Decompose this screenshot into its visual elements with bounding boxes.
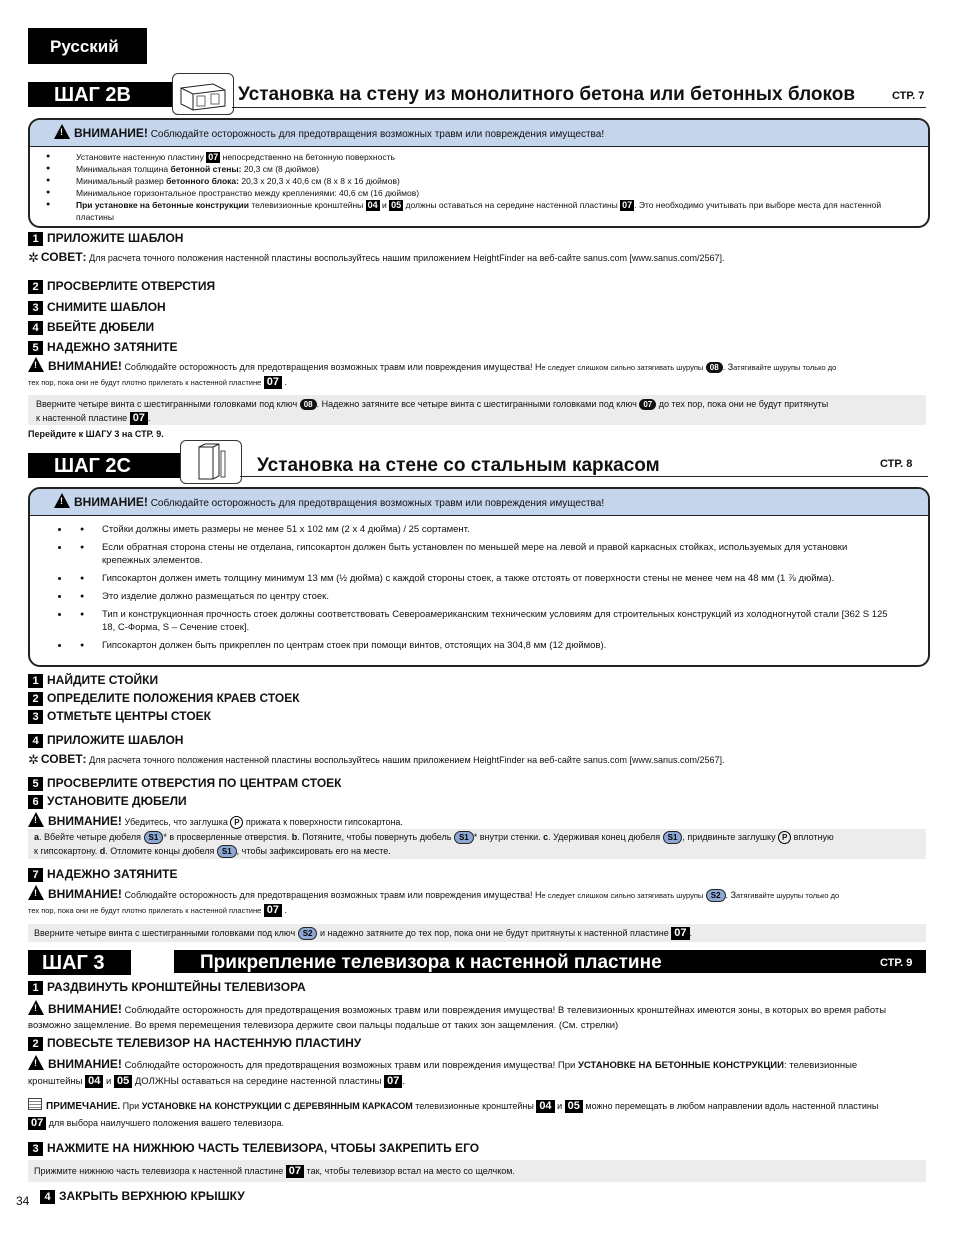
warning-triangle-icon: [54, 493, 70, 508]
step-2c-tip: ✲ СОВЕТ: Для расчета точного положения настенной пластины воспользуйтесь нашим приложением HeightFinder на веб-сайте sanus.com [www.sanus.com/2567].: [28, 752, 725, 767]
step-3-warning-2: !ВНИМАНИЕ! Соблюдайте осторожность для предотвращения возможных травм или повреждения имущества! При УСТАНОВКЕ НА БЕТОННЫЕ КОНСТРУКЦИИ: телевизионные кронштейны 04 и 05 ДОЛЖНЫ оставаться на середине настенной пластины 07 .: [28, 1055, 926, 1090]
step-2c-warning-7: !ВНИМАНИЕ! Соблюдайте осторожность для предотвращения возможных травм или повреждения имущества! Не следует слишком сильно затягивать шурупы S2 . Затягивайте шурупы только до тех пор, пока они не будут плотно прилегать к настенной пластине 07 .: [28, 885, 926, 918]
step-2c-pageref: СТР. 8: [880, 458, 913, 470]
step-3-warning-1: !ВНИМАНИЕ! Соблюдайте осторожность для предотвращения возможных травм или повреждения имущества! В телевизионных кронштейнах имеются зоны, в которых во время работы возможно защемление. Во время перемещения телевизора держите свои пальцы подальше от таких зон защемления. (См. стрелки): [28, 1000, 926, 1033]
step-2b-note: Вверните четыре винта с шестигранными головками под ключ 08 . Надежно затяните все четыре винта с шестигранными головками под ключ 07 до тех пор, пока они не будут притянуты к настенной пластине 07 .: [28, 395, 926, 425]
step-3-substep-3: 3 НАЖМИТЕ НА НИЖНЮЮ ЧАСТЬ ТЕЛЕВИЗОРА, ЧТОБЫ ЗАКРЕПИТЬ ЕГО: [28, 1140, 479, 1156]
step-2b-warning-bar: [30, 120, 928, 147]
step-2b-pageref: СТР. 7: [892, 90, 925, 102]
list-item: ● Минимальный размер бетонного блока: 20,3 x 20,3 x 40,6 см (8 x 8 x 16 дюймов): [30, 175, 912, 187]
warning-triangle-icon: [28, 812, 44, 827]
step-2b-label: ШАГ 2B: [28, 82, 176, 107]
steel-stud-icon: [180, 440, 242, 484]
list-item: ● Установите настенную пластину 07 непосредственно на бетонную поверхность: [30, 151, 912, 163]
step-2c-note-6: а. Вбейте четыре дюбеля S1 * в просверленные отверстия. b. Потяните, чтобы повернуть дюбель S1 * внутри стенки. c. Удерживая конец дюбеля S1 , придвиньте заглушку P вплотную к гипсокартону. d. Отломите концы дюбеля S1 , чтобы зафиксировать его на месте.: [28, 829, 926, 859]
note-icon: [28, 1098, 42, 1110]
step-2b-goto: Перейдите к ШАГУ 3 на СТР. 9.: [28, 429, 164, 439]
step-2b-rule: [232, 107, 926, 108]
list-item: ● • Тип и конструкционная прочность стоек должны соответствовать Североамериканским техническим условиям для строительных конструкций из холодногнутой стали [362 S 125 18, С-Форма, S – Сечение стоек].: [70, 608, 898, 634]
concrete-block-icon: [172, 73, 234, 115]
list-item: ● Минимальное горизонтальное пространство между креплениями: 40,6 см (16 дюймов): [30, 187, 912, 199]
step-2b-warning-2: !ВНИМАНИЕ! Соблюдайте осторожность для предотвращения возможных травм или повреждения имущества! Не следует слишком сильно затягивать шурупы 08 . Затягивайте шурупы только до тех пор, пока они не будут плотно прилегать к настенной пластине 07 .: [28, 357, 926, 390]
step-2c-title: Установка на стене со стальным каркасом: [257, 455, 660, 476]
step-2c-substep-2: 2 ОПРЕДЕЛИТЕ ПОЛОЖЕНИЯ КРАЕВ СТОЕК: [28, 690, 300, 706]
warning-triangle-icon: [28, 357, 44, 372]
step-3-pageref: СТР. 9: [880, 957, 913, 969]
list-item: ● • Гипсокартон должен иметь толщину минимум 13 мм (½ дюйма) с каждой стороны стоек, а также отстоять от поверхности стены не менее чем на 48 мм (1 ⅞ дюйма).: [70, 572, 898, 585]
warning-triangle-icon: [54, 124, 70, 139]
step-2c-warning-bar: !ВНИМАНИЕ! Соблюдайте осторожность для предотвращения возможных травм или повреждения имущества!: [30, 489, 928, 516]
step-2b-substep-3: 3 СНИМИТЕ ШАБЛОН: [28, 299, 166, 315]
step-2c-bullets: [30, 523, 928, 652]
step-2b-substep-5: 5 НАДЕЖНО ЗАТЯНИТЕ: [28, 339, 178, 355]
step-2c-substep-1: 1 НАЙДИТЕ СТОЙКИ: [28, 672, 158, 688]
list-item: ● • Стойки должны иметь размеры не менее 51 x 102 мм (2 x 4 дюйма) / 25 сортамент.: [70, 523, 898, 536]
step-3-label: ШАГ 3: [28, 950, 131, 975]
step-2b-warning-box: [28, 118, 930, 228]
step-2c-warning-6: !ВНИМАНИЕ! Убедитесь, что заглушка P прижата к поверхности гипсокартона.: [28, 812, 403, 829]
step-2b-substep-4: 4 ВБЕЙТЕ ДЮБЕЛИ: [28, 319, 154, 335]
step-2c-substep-6: 6 УСТАНОВИТЕ ДЮБЕЛИ: [28, 793, 187, 809]
list-item: ● • Гипсокартон должен быть прикреплен по центрам стоек при помощи винтов, отстоящих на 304,8 мм (12 дюймов).: [70, 639, 898, 652]
step-2c-rule: [240, 476, 928, 477]
step-2c-substep-7: 7 НАДЕЖНО ЗАТЯНИТЕ: [28, 866, 178, 882]
step-3-substep-1: 1 РАЗДВИНУТЬ КРОНШТЕЙНЫ ТЕЛЕВИЗОРА: [28, 979, 306, 995]
step-2b-substep-2: 2 ПРОСВЕРЛИТЕ ОТВЕРСТИЯ: [28, 278, 215, 294]
tip-spark-icon: ✲: [28, 752, 39, 767]
list-item: ● • Если обратная сторона стены не отделана, гипсокартон должен быть установлен по меньшей мере на левой и правой каркасных стойках, используемых для установки крепежных элементов.: [70, 541, 898, 567]
step-2b-tip: ✲ СОВЕТ: Для расчета точного положения настенной пластины воспользуйтесь нашим приложением HeightFinder на веб-сайте sanus.com [www.sanus.com/2567].: [28, 250, 725, 265]
step-3-substep-4: 4 ЗАКРЫТЬ ВЕРХНЮЮ КРЫШКУ: [40, 1188, 245, 1204]
step-2c-note-7: Вверните четыре винта с шестигранными головками под ключ S2 и надежно затяните до тех пор, пока они не будут притянуты к настенной пластине 07 .: [28, 924, 926, 942]
warning-triangle-icon: [28, 1000, 44, 1015]
step-3-note: ПРИМЕЧАНИЕ. При УСТАНОВКЕ НА КОНСТРУКЦИИ С ДЕРЕВЯННЫМ КАРКАСОМ телевизионные кронштейны 04 и 05 можно перемещать в любом направлении вдоль настенной пластины 07 для выбора наилучшего положения вашего телевизора.: [28, 1098, 926, 1132]
step-3-substep-2: 2 ПОВЕСЬТЕ ТЕЛЕВИЗОР НА НАСТЕННУЮ ПЛАСТИНУ: [28, 1035, 361, 1051]
step-2c-substep-3: 3 ОТМЕТЬТЕ ЦЕНТРЫ СТОЕК: [28, 708, 211, 724]
step-3-note-3: Прижмите нижнюю часть телевизора к настенной пластине 07 так, чтобы телевизор встал на место со щелчком.: [28, 1160, 926, 1182]
step-2b-title: Установка на стену из монолитного бетона или бетонных блоков: [238, 84, 856, 105]
list-item: ● При установке на бетонные конструкции телевизионные кронштейны 04 и 05 должны оставаться на середине настенной пластины 07 . Это необходимо учитывать при выборе места для настенной пластины: [30, 199, 912, 223]
warning-triangle-icon: [28, 885, 44, 900]
tip-spark-icon: ✲: [28, 250, 39, 265]
step-2c-substep-5: 5 ПРОСВЕРЛИТЕ ОТВЕРСТИЯ ПО ЦЕНТРАМ СТОЕК: [28, 775, 342, 791]
list-item: ● • Это изделие должно размещаться по центру стоек.: [70, 590, 898, 603]
step-2b-substep-1: 1 ПРИЛОЖИТЕ ШАБЛОН: [28, 230, 183, 246]
step-2c-warning-box: [28, 487, 930, 667]
step-3-title: Прикрепление телевизора к настенной пластине: [200, 952, 662, 973]
step-2b-bullets: [30, 151, 928, 223]
language-tab: Русский: [28, 28, 147, 64]
warning-triangle-icon: [28, 1055, 44, 1070]
page-number: 34: [16, 1194, 30, 1208]
step-2c-label: ШАГ 2C: [28, 453, 188, 478]
list-item: ● Минимальная толщина бетонной стены: 20,3 см (8 дюймов): [30, 163, 912, 175]
warning-text: Соблюдайте осторожность для предотвращения возможных травм или повреждения имущества!: [150, 129, 605, 140]
step-2c-substep-4: 4 ПРИЛОЖИТЕ ШАБЛОН: [28, 732, 183, 748]
warning-label: ВНИМАНИЕ!: [74, 126, 148, 140]
